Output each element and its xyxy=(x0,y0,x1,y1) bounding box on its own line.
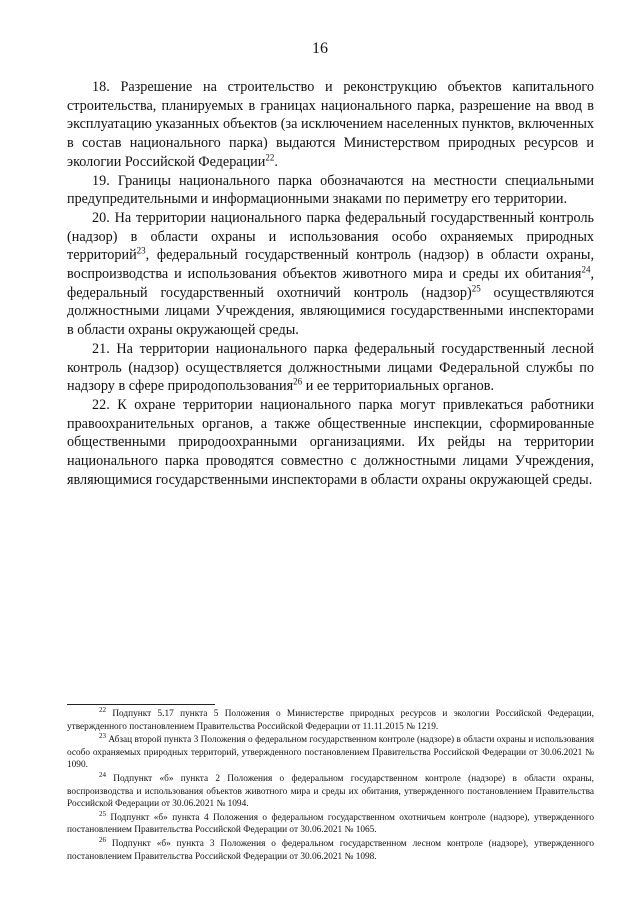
footnote-number: 23 xyxy=(99,732,106,741)
paragraph-20 xyxy=(67,209,594,340)
footnote-text: Подпункт 5.17 пункта 5 Положения о Министерстве природных ресурсов и экологии Российской Федерации, утвержденного постановлением Правительства Российской Федерации от 11.11.2015 № 1219. xyxy=(67,709,594,732)
paragraph-text: и ее территориальных органов. xyxy=(302,378,495,395)
paragraph-text: 18. Разрешение на строительство и реконструкцию объектов капитального строительства, планируемых в границах национального парка, разрешение на ввод в эксплуатацию указанных объектов (за исключением населенных пунктов, включенных в состав национального парка) выдаются Министерством природных ресурсов и экологии Российской Федерации xyxy=(67,79,594,170)
footnote-number: 26 xyxy=(99,835,106,844)
footnote-ref-26[interactable]: 26 xyxy=(293,376,303,387)
paragraph-text: 22. К охране территории национального парка могут привлекаться работники правоохранительных органов, а также общественные инспекции, сформированные общественными природоохранными организациями. Их рейды на территории национального парка проводятся совместно с должностными лицами Учреждения, являющимися государственными инспекторами в области охраны окружающей среды. xyxy=(67,396,594,488)
footnote-ref-24[interactable]: 24 xyxy=(581,264,591,275)
page-number: 16 xyxy=(312,40,328,57)
paragraph-18 xyxy=(67,78,594,172)
footnotes-section xyxy=(67,704,594,864)
footnote-number: 22 xyxy=(99,705,106,714)
footnote-number: 24 xyxy=(99,770,106,779)
footnote-divider xyxy=(67,704,215,705)
paragraph-text: 21. На территории национального парка федеральный государственный лесной контроль (надзор) осуществляется должностными лицами Федеральной службы по надзору в сфере природопользования xyxy=(67,340,594,395)
footnote-text: Подпункт «б» пункта 4 Положения о федеральном государственном охотничьем контроле (надзоре), утвержденного постановлением Правительства Российской Федерации от 30.06.2021 № 1065. xyxy=(67,812,594,836)
paragraph-22 xyxy=(67,396,594,490)
paragraph-text: , федеральный государственный контроль (надзор) в области охраны, воспроизводства и использования объектов животного мира и среды их обитания xyxy=(67,247,594,283)
footnote-24 xyxy=(67,770,594,811)
footnote-23 xyxy=(67,734,594,772)
footnote-ref-23[interactable]: 23 xyxy=(136,245,146,256)
paragraph-text: 20. На территории национального парка федеральный государственный контроль (надзор) в области охраны и использования особо охраняемых природных территорий xyxy=(67,209,594,264)
footnote-ref-22[interactable]: 22 xyxy=(265,152,275,163)
paragraph-19 xyxy=(67,172,594,209)
paragraph-text: осуществляются должностными лицами Учреждения, являющимися государственными инспекторами в области охраны окружающей среды. xyxy=(67,284,595,339)
paragraph-21 xyxy=(67,340,594,396)
footnote-25 xyxy=(67,809,594,837)
footnote-text: Абзац второй пункта 3 Положения о федеральном государственном контроле (надзоре) в области охраны и использования особо охраняемых природных территорий, утвержденного постановлением Правительства Российской Федерации от 30.06.2021 № 1090. xyxy=(67,735,594,771)
footnote-text: Подпункт «б» пункта 3 Положения о федеральном государственном лесном контроле (надзоре), утвержденного постановлением Правительства Российской Федерации от 30.06.2021 № 1098. xyxy=(67,838,594,862)
body-text xyxy=(67,78,594,489)
footnote-text: Подпункт «б» пункта 2 Положения о федеральном государственном контроле (надзоре) в области охраны, воспроизводства и использования объектов животного мира и среды их обитания, утвержденного постановлением Правительства Российской Федерации от 30.06.2021 № 1094. xyxy=(67,773,594,810)
paragraph-text: . xyxy=(274,153,278,170)
footnote-ref-25[interactable]: 25 xyxy=(471,283,481,293)
footnote-22 xyxy=(67,705,594,733)
paragraph-text: 19. Границы национального парка обозначаются на местности специальными предупредительными и информационными знаками по периметру его территории. xyxy=(67,172,594,208)
paragraph-text: , федеральный государственный охотничий контроль (надзор) xyxy=(67,266,594,301)
footnote-number: 25 xyxy=(99,809,106,818)
footnote-26 xyxy=(67,835,594,863)
